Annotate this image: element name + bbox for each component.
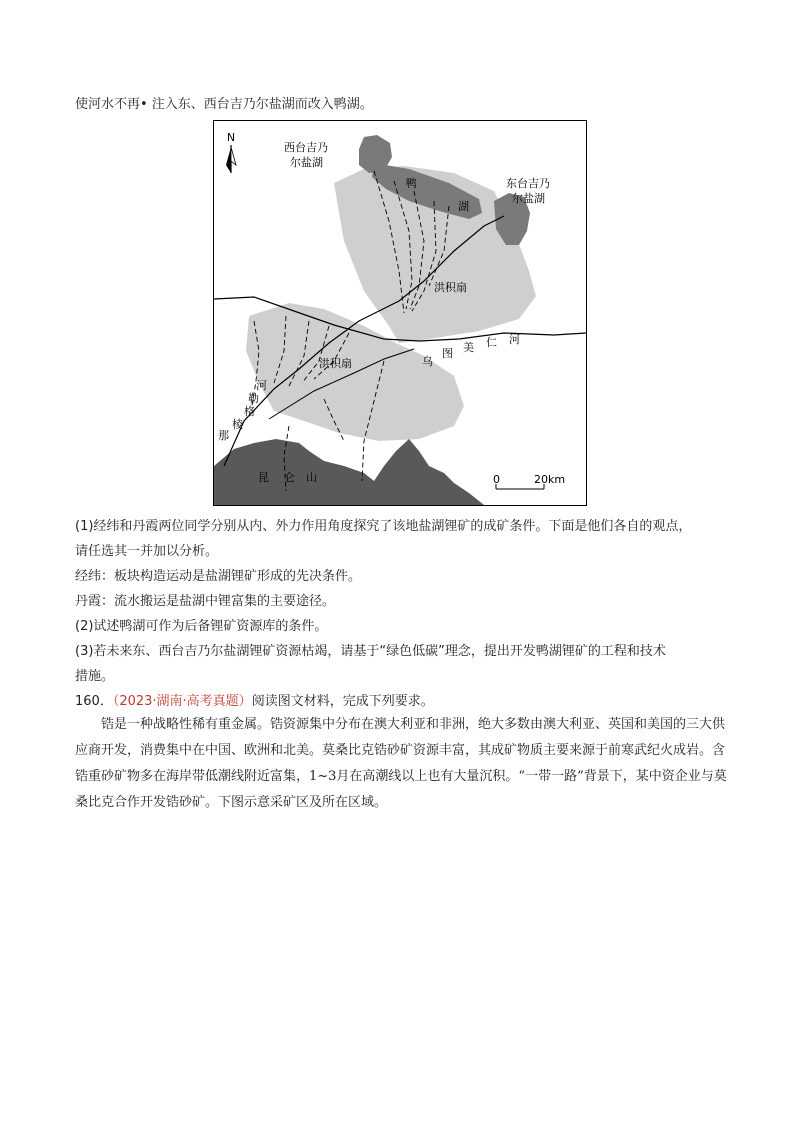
question-3: (3)若未来东、西台吉乃尔盐湖锂矿资源枯竭，请基于“绿色低碳”理念，提出开发鸭湖锂矿的工程和技术: [75, 644, 666, 659]
wutumeiren-char-2: 图: [442, 347, 453, 360]
dongtaiji-label-1: 东台吉乃: [506, 177, 550, 190]
scale-label: 20km: [534, 473, 566, 486]
material-text: 锆是一种战略性稀有重金属。锆资源集中分布在澳大利亚和非洲，绝大多数由澳大利亚、英国和美国的三大供应商开发，消费集中在中国、欧洲和北美。莫桑比克锆砂矿资源丰富，其成矿物质主要来源于前寒武纪火成岩。含锆重砂矿物多在海岸带低潮线附近富集，1~3月在高潮线以上也有大量沉积。“一带一路”背景下，某中资企业与莫桑比克合作开发锆砂矿。下图示意采矿区及所在区域。: [75, 717, 727, 810]
top-line: 使河水不再• 注入东、西台吉乃尔盐湖而改入鸭湖。: [75, 97, 373, 112]
material-paragraph: [75, 712, 730, 816]
xitaiji-label-2: 尔盐湖: [290, 156, 323, 169]
kunlun-char-2: 仑: [284, 471, 295, 484]
nalenggele-char-2: 棱: [232, 418, 243, 431]
map-svg: [214, 121, 586, 505]
problem-instruction: 阅读图文材料，完成下列要求。: [251, 694, 434, 709]
problem-source: （2023·湖南·高考真题）: [112, 694, 252, 709]
question-1-continued: 请任选其一并加以分析。: [75, 544, 219, 559]
xitaiji-label-1: 西台吉乃: [284, 141, 328, 154]
nalenggele-char-3: 格: [244, 405, 255, 418]
kunlun-char-3: 山: [306, 471, 317, 484]
kunlun-char-1: 昆: [258, 471, 269, 484]
dongtaiji-label-2: 尔盐湖: [512, 192, 545, 205]
nalenggele-char-5: 河: [256, 379, 267, 392]
yahu-label-2: 湖: [458, 200, 469, 213]
question-2: (2)试述鸭湖可作为后备锂矿资源库的条件。: [75, 619, 328, 634]
nalenggele-char-4: 勒: [248, 392, 259, 405]
yahu-label-1: 鸭: [406, 177, 417, 190]
view-danxia: 丹霞：流水搬运是盐湖中锂富集的主要途径。: [75, 594, 336, 609]
problem-160-header: [75, 693, 434, 711]
wutumeiren-char-3: 美: [463, 341, 474, 354]
upper-fan-label: 洪积扇: [434, 281, 467, 294]
scale-zero: 0: [493, 473, 500, 486]
kunlun-mountains: [214, 439, 484, 505]
question-1: (1)经纬和丹霞两位同学分别从内、外力作用角度探究了该地盐湖锂矿的成矿条件。下面是他们各自的观点，: [75, 519, 692, 534]
north-label: N: [226, 131, 236, 144]
wutumeiren-char-1: 乌: [422, 355, 433, 368]
view-jingwei: 经纬：板块构造运动是盐湖锂矿形成的先决条件。: [75, 569, 362, 584]
lower-fan-label: 洪积扇: [319, 357, 352, 370]
nalenggele-char-1: 那: [218, 429, 229, 442]
north-arrow-icon: [226, 145, 236, 173]
problem-number: 160．: [75, 694, 113, 709]
salt-lake-map: [213, 120, 587, 506]
question-3-continued: 措施。: [75, 669, 115, 684]
wutumeiren-char-4: 仁: [486, 336, 497, 349]
wutumeiren-char-5: 河: [509, 333, 520, 346]
